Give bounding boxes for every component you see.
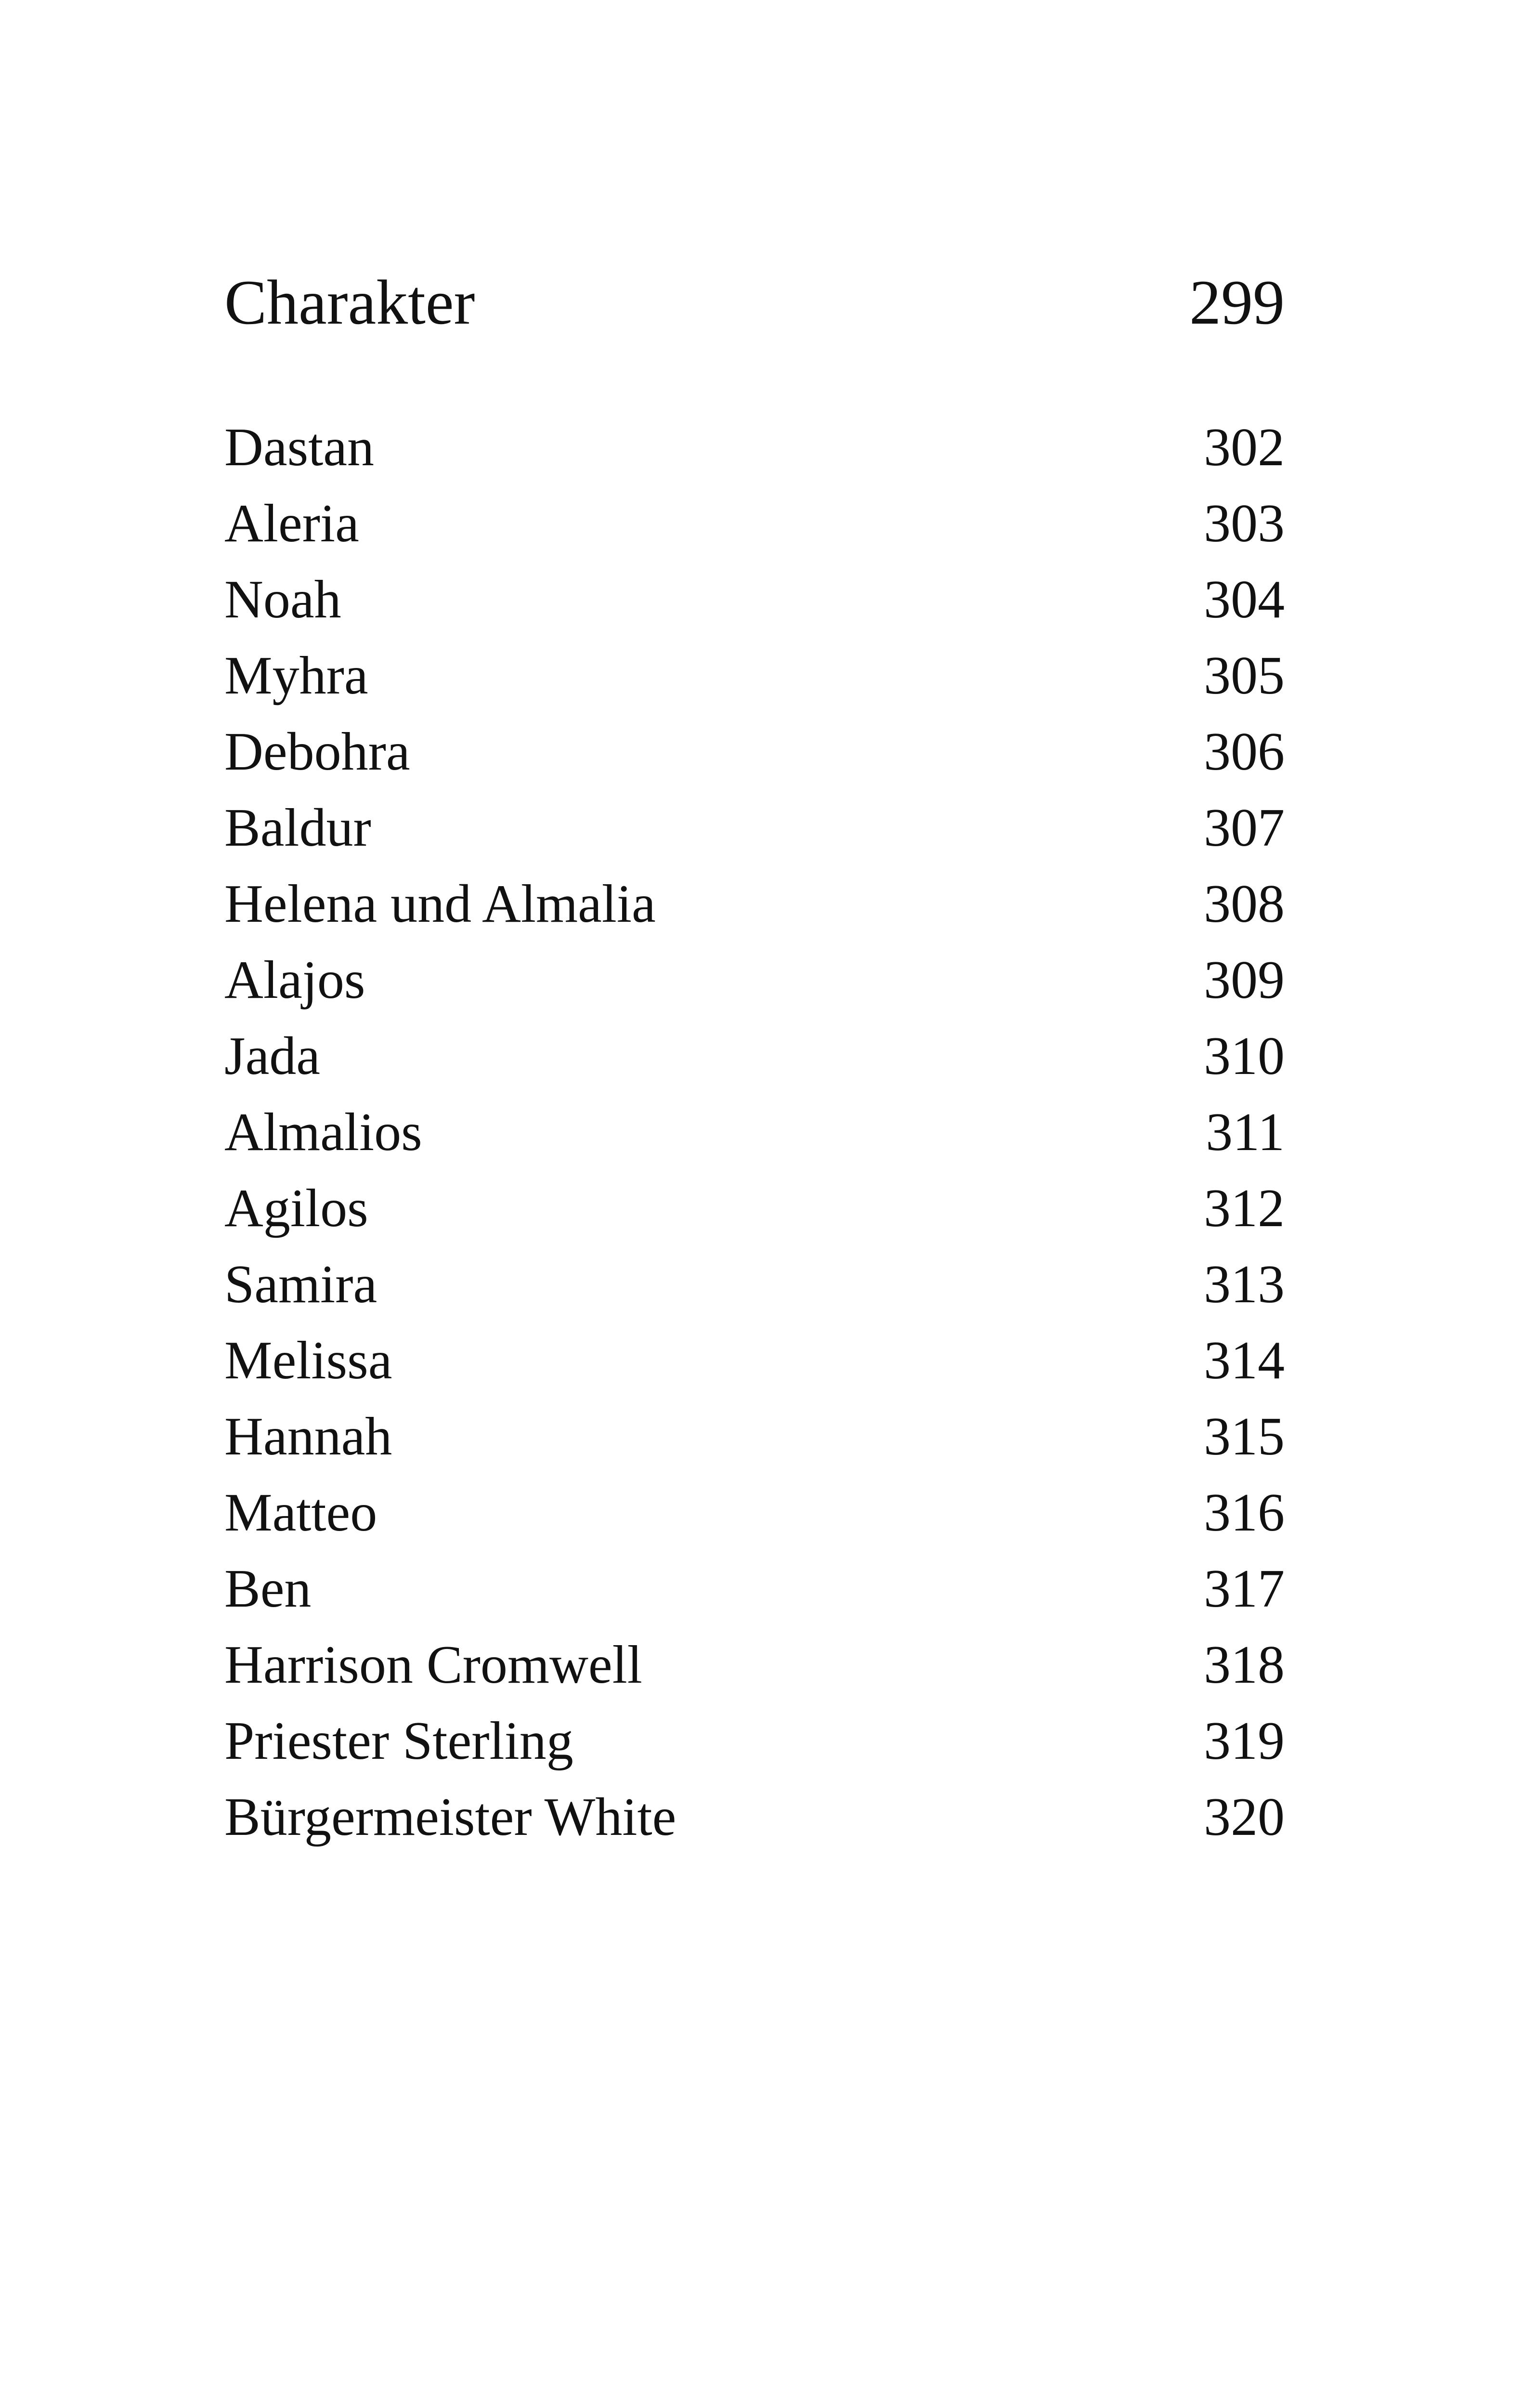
toc-entry-title: Noah (224, 570, 341, 629)
toc-entry-title: Almalios (224, 1102, 422, 1162)
section-page-number: 299 (1189, 267, 1285, 338)
toc-entry-page: 310 (1204, 1026, 1285, 1086)
toc-entry (224, 1627, 1285, 1703)
toc-entry (224, 942, 1285, 1018)
toc-entry-page: 303 (1204, 494, 1285, 553)
toc-entry-page: 312 (1204, 1178, 1285, 1238)
toc-entry-title: Matteo (224, 1483, 377, 1543)
toc-entry (224, 1475, 1285, 1551)
toc-entry (224, 714, 1285, 790)
toc-entry (224, 485, 1285, 562)
table-of-contents (224, 264, 1285, 1855)
toc-entry-page: 304 (1204, 570, 1285, 629)
toc-entry-title: Bürgermeister White (224, 1787, 677, 1847)
toc-entry (224, 1094, 1285, 1170)
toc-entry-page: 317 (1204, 1559, 1285, 1619)
toc-entry-title: Priester Sterling (224, 1711, 573, 1771)
toc-entry-title: Debohra (224, 722, 410, 782)
toc-entry (224, 1246, 1285, 1322)
toc-entry-page: 316 (1204, 1483, 1285, 1543)
toc-entry-list (224, 409, 1285, 1855)
toc-entry-title: Baldur (224, 798, 371, 858)
toc-entry-title: Aleria (224, 494, 359, 553)
toc-entry (224, 790, 1285, 866)
toc-entry-page: 307 (1204, 798, 1285, 858)
toc-entry-title: Hannah (224, 1407, 392, 1466)
toc-entry-title: Alajos (224, 950, 365, 1010)
toc-entry-title: Samira (224, 1255, 377, 1314)
toc-entry-page: 313 (1204, 1255, 1285, 1314)
toc-entry (224, 1170, 1285, 1246)
toc-entry (224, 1322, 1285, 1399)
toc-entry-page: 308 (1204, 874, 1285, 934)
toc-entry-page: 311 (1206, 1102, 1285, 1162)
toc-section-heading (224, 264, 1285, 341)
toc-entry-title: Helena und Almalia (224, 874, 656, 934)
toc-entry-page: 305 (1204, 646, 1285, 706)
toc-entry-title: Melissa (224, 1331, 392, 1390)
toc-entry-page: 314 (1204, 1331, 1285, 1390)
toc-entry-title: Myhra (224, 646, 368, 706)
section-title: Charakter (224, 267, 475, 338)
toc-entry (224, 866, 1285, 942)
toc-entry (224, 1551, 1285, 1627)
toc-entry (224, 638, 1285, 714)
toc-entry-page: 306 (1204, 722, 1285, 782)
toc-entry (224, 562, 1285, 638)
toc-entry-title: Ben (224, 1559, 312, 1619)
toc-entry-title: Jada (224, 1026, 321, 1086)
toc-entry-page: 320 (1204, 1787, 1285, 1847)
toc-entry (224, 1018, 1285, 1094)
toc-entry-page: 302 (1204, 418, 1285, 477)
toc-entry (224, 1703, 1285, 1779)
toc-entry-page: 318 (1204, 1635, 1285, 1695)
toc-entry (224, 409, 1285, 485)
toc-entry-page: 309 (1204, 950, 1285, 1010)
toc-entry-title: Agilos (224, 1178, 368, 1238)
toc-entry (224, 1779, 1285, 1855)
toc-entry (224, 1399, 1285, 1475)
toc-entry-title: Harrison Cromwell (224, 1635, 642, 1695)
toc-entry-page: 319 (1204, 1711, 1285, 1771)
toc-entry-page: 315 (1204, 1407, 1285, 1466)
toc-entry-title: Dastan (224, 418, 375, 477)
